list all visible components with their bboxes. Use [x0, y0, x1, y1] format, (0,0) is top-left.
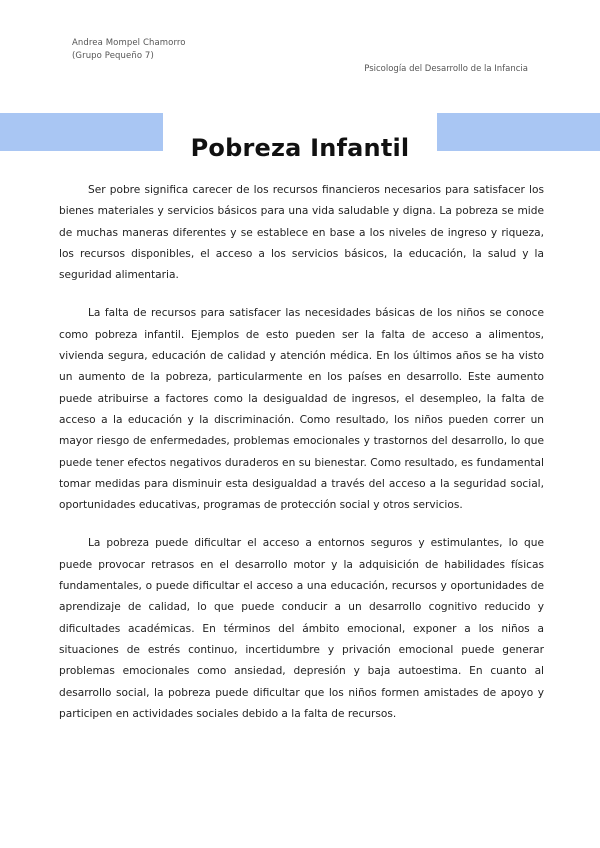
header-course: Psicología del Desarrollo de la Infancia	[364, 64, 528, 74]
title-band-left-decoration	[0, 113, 163, 151]
paragraph-2: La falta de recursos para satisfacer las necesidades básicas de los niños se conoce como pobreza infantil. Ejemplos de esto pueden ser la falta de acceso a alimentos, vivienda segura, educación de calidad y atención médica. En los últimos años se ha visto un aumento de la pobreza, particularmente en los países en desarrollo. Este aumento puede atribuirse a factores como la desigualdad de ingresos, el desempleo, la falta de acceso a la educación y la discriminación. Como resultado, los niños pueden correr un mayor riesgo de enfermedades, problemas emocionales y trastornos del desarrollo, lo que puede tener efectos negativos duraderos en su bienestar. Como resultado, es fundamental tomar medidas para disminuir esta desigualdad a través del acceso a la seguridad social, oportunidades educativas, programas de protección social y otros servicios.	[59, 307, 544, 512]
paragraph-1: Ser pobre significa carecer de los recursos financieros necesarios para satisfacer los bienes materiales y servicios básicos para una vida saludable y digna. La pobreza se mide de muchas maneras diferentes y se establece en base a los niveles de ingreso y riqueza, los recursos disponibles, el acceso a los servicios básicos, la educación, la salud y la seguridad alimentaria.	[59, 184, 544, 282]
title-band	[0, 113, 600, 163]
header-author-block	[72, 37, 186, 63]
paragraph-3: La pobreza puede dificultar el acceso a entornos seguros y estimulantes, lo que puede provocar retrasos en el desarrollo motor y la adquisición de habilidades físicas fundamentales, o puede dificultar el acceso a una educación, recursos y oportunidades de aprendizaje de calidad, lo que puede conducir a un desarrollo cognitivo reducido y dificultades académicas. En términos del ámbito emocional, exponer a los niños a situaciones de estrés continuo, incertidumbre y privación emocional puede generar problemas emocionales como ansiedad, depresión y baja autoestima. En cuanto al desarrollo social, la pobreza puede dificultar que los niños formen amistades de apoyo y participen en actividades sociales debido a la falta de recursos.	[59, 537, 544, 720]
header-group: (Grupo Pequeño 7)	[72, 51, 154, 61]
header-author: Andrea Mompel Chamorro	[72, 38, 186, 48]
title-band-right-decoration	[437, 113, 600, 151]
body-text	[59, 180, 544, 742]
page-title: Pobreza Infantil	[190, 134, 410, 163]
